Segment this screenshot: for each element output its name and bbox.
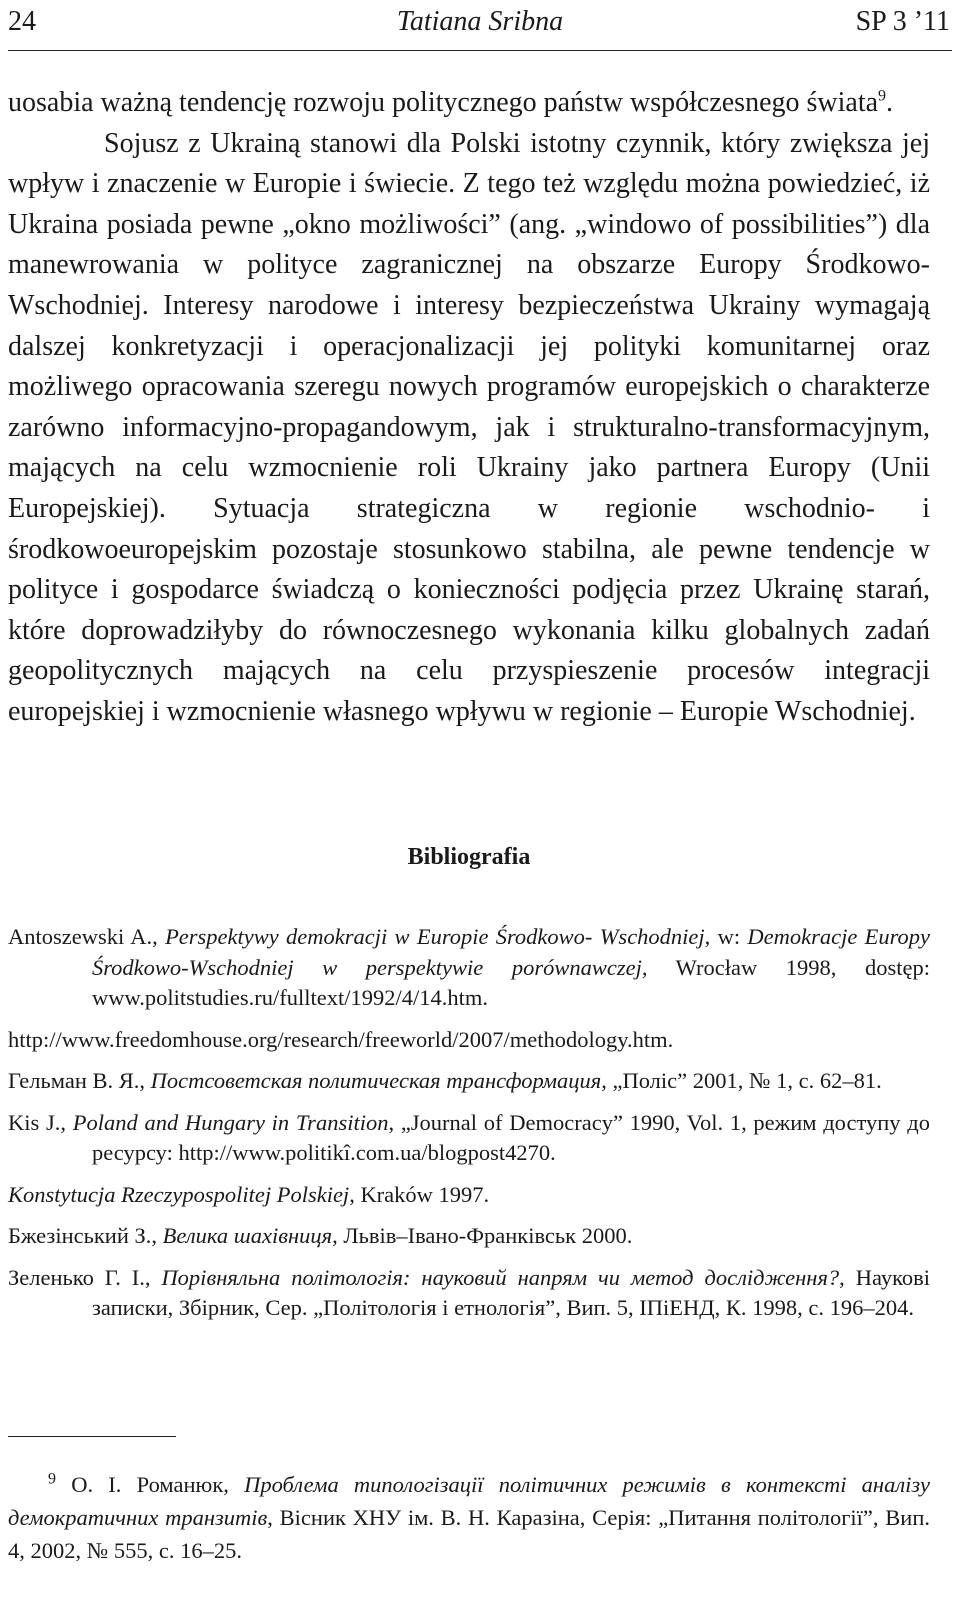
bibliography-heading: Bibliografia [407, 844, 531, 870]
bib-author: Бжезінський З., [8, 1223, 163, 1248]
footnote-divider [8, 1436, 176, 1437]
header-divider [8, 50, 952, 51]
bib-details: , Львів–Івано-Франківськ 2000. [332, 1223, 633, 1248]
bib-entry [8, 922, 930, 1014]
bib-entry [8, 1180, 930, 1211]
bib-entry [8, 1066, 930, 1097]
bib-author: Kis J., [8, 1109, 73, 1135]
bib-entry [8, 1221, 930, 1252]
bib-title: Perspektywy demokracji w Europie Środkowo- Wschodniej [165, 924, 705, 949]
footnote-details: , Вісник ХНУ ім. В. Н. Каразіна, Серія: „Питання політології”, Вип. 4, 2002, № 555, с. 16–25. [8, 1505, 930, 1563]
footnote [8, 1468, 930, 1567]
paragraph-2: Sojusz z Ukrainą stanowi dla Polski istotny czynnik, który zwiększa jej wpływ i znaczenie w Europie i świecie. Z tego też względu można powiedzieć, iż Ukraina posiada pewne „okno możliwości” (ang. „windowo of possibilities”) dla manewrowania w polityce zagranicznej na obszarze Europy Środkowo-Wschodniej. Interesy narodowe i interesy bezpieczeństwa Ukrainy wymagają dalszej konkretyzacji i operacjonalizacji jej polityki komunitarnej oraz możliwego opracowania szeregu nowych programów europejskich o charakterze zarówno informacyjno-propagandowym, jak i strukturalno-transformacyjnym, mających na celu wzmocnienie roli Ukrainy jako partnera Europy (Unii Europejskiej). Sytuacja strategiczna w regionie wschodnio- i środkowoeuropejskim pozostaje stosunkowo stabilna, ale pewne tendencje w polityce i gospodarce świadczą o konieczności podjęcia przez Ukrainę starań, które doprowadziłyby do równoczesnego wykonania kilku globalnych zadań geopolitycznych mających na celu przyspieszenie procesów integracji europejskiej i wzmocnienie własnego wpływu w regionie – Europie Wschodniej. [8, 127, 930, 727]
bib-title: Poland and Hungary in Transition [72, 1109, 389, 1135]
bibliography-list [8, 922, 930, 1335]
paragraph-1-text: uosabia ważną tendencję rozwoju politycznego państw współczesnego świata [8, 87, 879, 118]
bib-title: Постсоветская политическая трансформация [150, 1068, 602, 1093]
paragraph-1-end: . [886, 87, 894, 118]
running-author: Tatiana Sribna [396, 6, 564, 37]
bib-author: Зеленько Г. І., [8, 1264, 162, 1290]
bib-entry [8, 1025, 930, 1056]
page-header [8, 6, 952, 46]
bib-details: , Наукові записки, Збірник, Сер. „Політологія і етнологія”, Вип. 5, ІПіЕНД, К. 1998, с. 196–204. [92, 1264, 930, 1320]
bib-url[interactable]: http://www.freedomhouse.org/research/freeworld/2007/methodology.htm. [8, 1026, 674, 1052]
footnote-title: Проблема типологізації політичних режимів в контексті аналізу демократичних транзитів [8, 1472, 930, 1530]
footnote-ref[interactable]: 9 [878, 87, 887, 105]
bib-entry [8, 1263, 930, 1324]
page-number: 24 [8, 6, 36, 37]
bib-details: , „Поліс” 2001, № 1, с. 62–81. [601, 1068, 882, 1093]
journal-issue: SP 3 ’11 [855, 6, 950, 37]
bib-book-title: Demokracje Europy Środkowo-Wschodniej w perspektywie porównawczej [92, 924, 930, 980]
bib-entry [8, 1108, 930, 1169]
bib-details: , Wrocław 1998, dostęp: www.politstudies.ru/fulltext/1992/4/14.htm. [92, 954, 930, 1010]
bib-author: Гельман В. Я., [8, 1068, 151, 1093]
bib-title: Порівняльна політологія: науковий напрям чи метод дослідження? [161, 1264, 840, 1290]
bib-connector: , w: [704, 924, 748, 949]
bib-details: , Kraków 1997. [349, 1181, 490, 1207]
footnote-author: О. І. Романюк, [56, 1472, 245, 1497]
bib-author: Antoszewski A., [8, 924, 166, 949]
footnote-text [8, 1468, 930, 1567]
footnote-number: 9 [48, 1470, 56, 1488]
bib-title: Велика шахівниця [162, 1223, 333, 1248]
main-text [8, 83, 930, 733]
bib-title: Konstytucja Rzeczypospolitej Polskiej [8, 1181, 350, 1207]
paragraph-continued [8, 83, 930, 124]
bib-details: , „Journal of Democracy” 1990, Vol. 1, режим доступу до ресурсу: http://www.politikî.com.ua/blogpost4270. [92, 1109, 930, 1165]
